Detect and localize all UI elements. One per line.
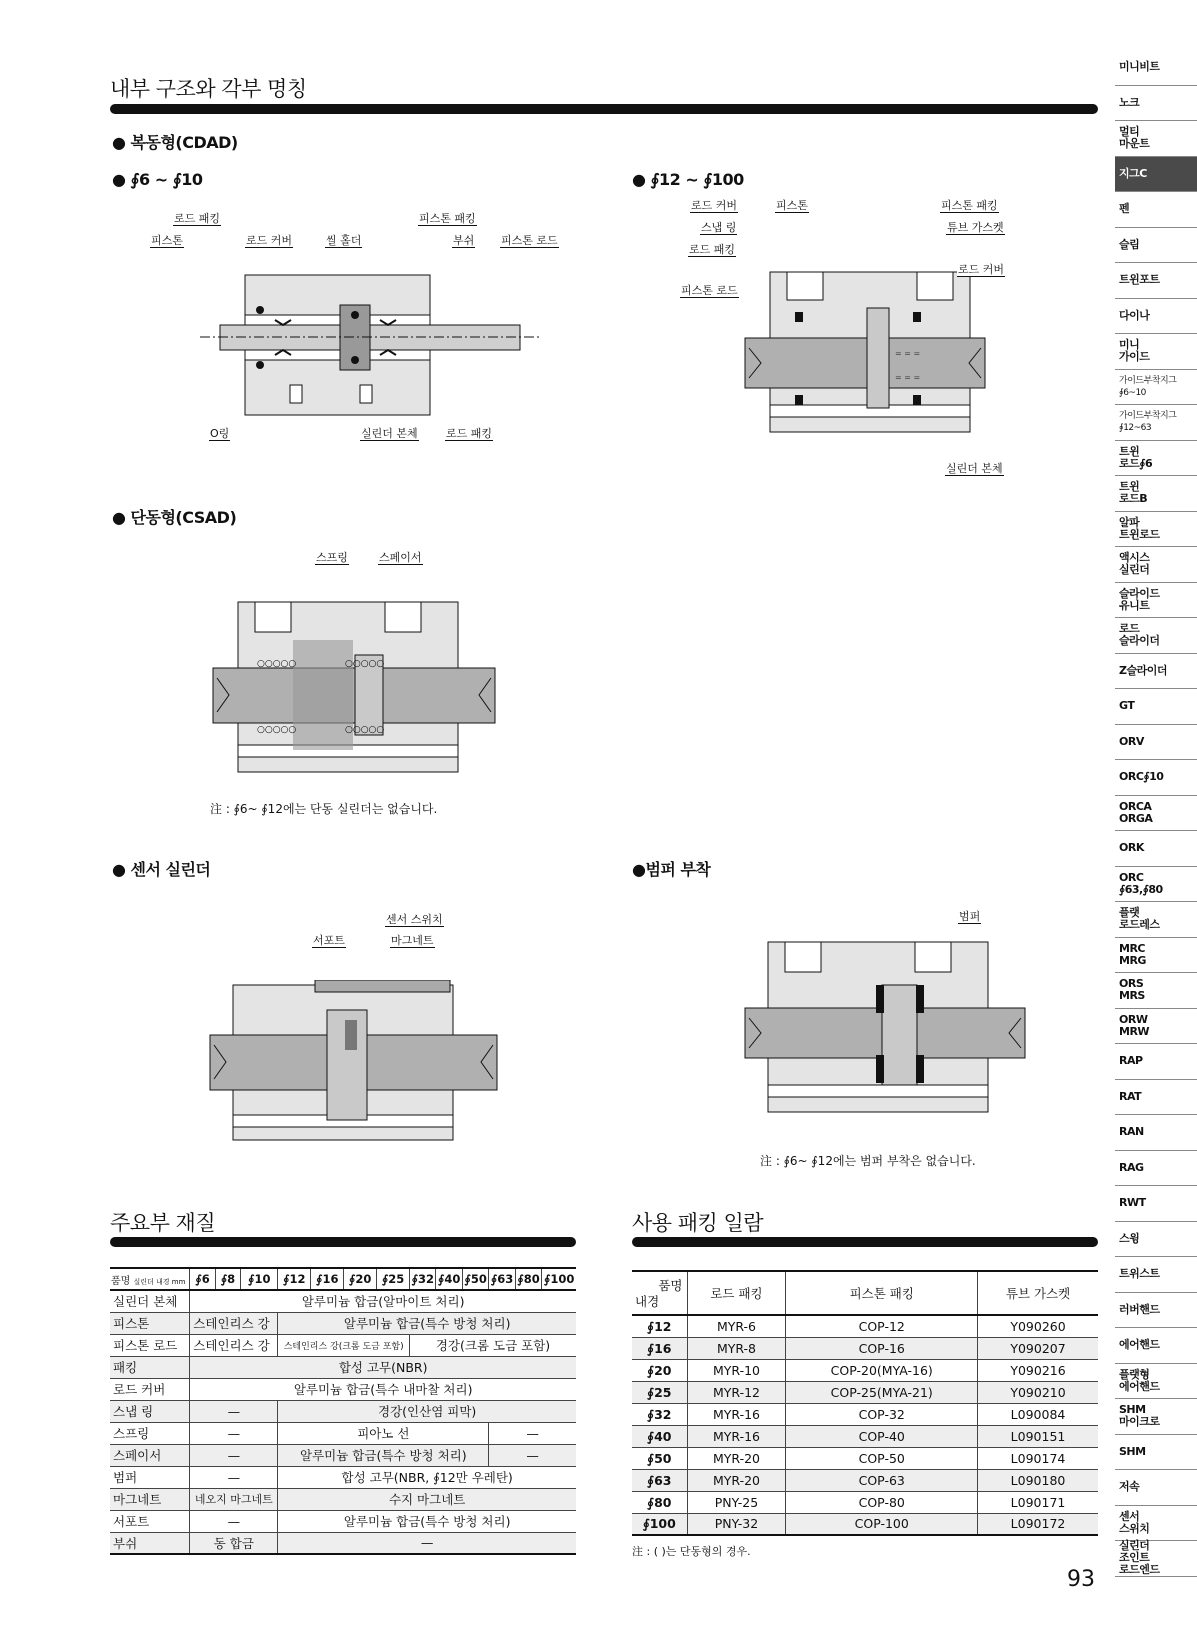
table-row: 피스톤 로드 스테인리스 강 스테인리스 강(크롬 도금 포함) 경강(크롬 도금 포함) bbox=[110, 1334, 576, 1356]
sidebar-item[interactable]: ORC ∮63,∮80 bbox=[1115, 867, 1197, 903]
table-row: 실린더 본체 알루미늄 합금(알마이트 처리) bbox=[110, 1290, 576, 1312]
sidebar-item[interactable]: 펜 bbox=[1115, 192, 1197, 228]
svg-text:○○○○○: ○○○○○ bbox=[345, 659, 385, 669]
bore-header: ∮100 bbox=[542, 1268, 576, 1290]
table-row: 서포트 — 알루미늄 합금(특수 방청 처리) bbox=[110, 1510, 576, 1532]
sidebar-item[interactable]: GT bbox=[1115, 689, 1197, 725]
label-bush: 부쉬 bbox=[453, 234, 475, 247]
sidebar-item[interactable]: ORK bbox=[1115, 831, 1197, 867]
bore-header: ∮40 bbox=[436, 1268, 462, 1290]
sidebar-item[interactable]: 가이드부착지그 ∮6~10 bbox=[1115, 370, 1197, 406]
page-number: 93 bbox=[1067, 1567, 1095, 1592]
single-acting-note: 注 : ∮6~ ∮12에는 단동 실린더는 없습니다. bbox=[210, 802, 438, 816]
bore-header: ∮16 bbox=[311, 1268, 344, 1290]
sidebar-item[interactable]: SHM 마이크로 bbox=[1115, 1399, 1197, 1435]
sidebar-item[interactable]: 미니 가이드 bbox=[1115, 334, 1197, 370]
svg-text:○○○○○: ○○○○○ bbox=[257, 659, 297, 669]
sidebar-item[interactable]: RAN bbox=[1115, 1115, 1197, 1151]
table-row: 스페이서 — 알루미늄 합금(특수 방청 처리) — bbox=[110, 1444, 576, 1466]
table-row: 패킹 합성 고무(NBR) bbox=[110, 1356, 576, 1378]
bore-header: ∮32 bbox=[410, 1268, 436, 1290]
sidebar-item[interactable]: ORC∮10 bbox=[1115, 760, 1197, 796]
label-piston-rod: 피스톤 로드 bbox=[681, 284, 738, 297]
bore-header: ∮63 bbox=[489, 1268, 515, 1290]
section-title: 내부 구조와 각부 명칭 bbox=[110, 77, 307, 101]
cylinder-diagram-small bbox=[200, 270, 540, 430]
label-rod-cover-2: 로드 커버 bbox=[958, 263, 1005, 276]
sidebar-item[interactable]: SHM bbox=[1115, 1435, 1197, 1471]
table-row: 부쉬 동 합금 — bbox=[110, 1532, 576, 1554]
sidebar-item[interactable]: 멀티 마운트 bbox=[1115, 121, 1197, 157]
sidebar-item[interactable]: 다이나 bbox=[1115, 299, 1197, 335]
bore-header: ∮8 bbox=[215, 1268, 240, 1290]
single-acting-heading: ● 단동형(CSAD) bbox=[112, 508, 237, 527]
label-snap-ring: 스냅 링 bbox=[701, 221, 737, 234]
sidebar-item[interactable]: 트윈포트 bbox=[1115, 263, 1197, 299]
sidebar-item[interactable]: MRC MRG bbox=[1115, 938, 1197, 974]
sidebar-item[interactable]: 슬림 bbox=[1115, 228, 1197, 264]
label-piston: 피스톤 bbox=[151, 234, 183, 247]
sidebar-item[interactable]: 로드 슬라이더 bbox=[1115, 618, 1197, 654]
table-row: ∮32 MYR-16 COP-32 L090084 bbox=[632, 1403, 1098, 1425]
product-sidebar bbox=[1115, 50, 1197, 1577]
sidebar-item[interactable]: 가이드부착지그 ∮12~63 bbox=[1115, 405, 1197, 441]
sidebar-item[interactable]: 러버핸드 bbox=[1115, 1293, 1197, 1329]
sidebar-item[interactable]: 스윙 bbox=[1115, 1222, 1197, 1258]
label-seal-holder: 씰 홀더 bbox=[326, 234, 362, 247]
sidebar-item[interactable]: 미니비트 bbox=[1115, 50, 1197, 86]
sidebar-item[interactable]: 슬라이드 유니트 bbox=[1115, 583, 1197, 619]
label-bumper: 범퍼 bbox=[959, 910, 981, 923]
bumper-note: 注 : ∮6~ ∮12에는 범퍼 부착은 없습니다. bbox=[760, 1154, 976, 1168]
label-cylinder-body: 실린더 본체 bbox=[946, 462, 1003, 475]
label-piston-rod: 피스톤 로드 bbox=[501, 234, 558, 247]
sidebar-item[interactable]: 플랫 로드레스 bbox=[1115, 902, 1197, 938]
column-header: 로드 패킹 bbox=[687, 1271, 786, 1315]
label-magnet: 마그네트 bbox=[391, 934, 434, 947]
table-row: 로드 커버 알루미늄 합금(특수 내마찰 처리) bbox=[110, 1378, 576, 1400]
materials-corner: 품명 실린더 내경 mm bbox=[110, 1268, 190, 1290]
sensor-cylinder-diagram bbox=[205, 980, 505, 1145]
table-row: ∮80 PNY-25 COP-80 L090171 bbox=[632, 1491, 1098, 1513]
range-large-heading: ● ∮12 ~ ∮100 bbox=[632, 170, 744, 189]
svg-text:= = =: = = = bbox=[895, 373, 921, 382]
table-row: ∮63 MYR-20 COP-63 L090180 bbox=[632, 1469, 1098, 1491]
packing-bar bbox=[632, 1237, 1098, 1247]
materials-bar bbox=[110, 1237, 576, 1247]
svg-text:= = =: = = = bbox=[895, 349, 921, 358]
materials-title: 주요부 재질 bbox=[110, 1211, 216, 1235]
label-spacer: 스페이서 bbox=[379, 551, 422, 564]
materials-table bbox=[110, 1267, 576, 1555]
label-rod-packing-2: 로드 패킹 bbox=[446, 427, 493, 440]
sidebar-item[interactable]: 지그C bbox=[1115, 157, 1197, 193]
table-row: 마그네트 네오지 마그네트 수지 마그네트 bbox=[110, 1488, 576, 1510]
table-row: ∮20 MYR-10 COP-20(MYA-16) Y090216 bbox=[632, 1359, 1098, 1381]
sidebar-item[interactable]: 트위스트 bbox=[1115, 1257, 1197, 1293]
bore-header: ∮12 bbox=[278, 1268, 311, 1290]
sidebar-item[interactable]: 센서 스위치 bbox=[1115, 1506, 1197, 1542]
sidebar-item[interactable]: 저속 bbox=[1115, 1470, 1197, 1506]
sidebar-item[interactable]: 트윈 로드∮6 bbox=[1115, 441, 1197, 477]
label-rod-packing: 로드 패킹 bbox=[689, 243, 736, 256]
sidebar-item[interactable]: 플랫형 에어핸드 bbox=[1115, 1364, 1197, 1400]
sidebar-item[interactable]: 액시스 실린더 bbox=[1115, 547, 1197, 583]
packing-title: 사용 패킹 일람 bbox=[632, 1211, 764, 1235]
label-rod-cover: 로드 커버 bbox=[691, 199, 738, 212]
table-row: 피스톤 스테인리스 강 알루미늄 합금(특수 방청 처리) bbox=[110, 1312, 576, 1334]
table-row: ∮16 MYR-8 COP-16 Y090207 bbox=[632, 1337, 1098, 1359]
packing-note: 注 : ( )는 단동형의 경우. bbox=[632, 1545, 751, 1558]
bumper-cylinder-diagram bbox=[740, 940, 1030, 1115]
sidebar-item[interactable]: ORCA ORGA bbox=[1115, 796, 1197, 832]
table-row: ∮100 PNY-32 COP-100 L090172 bbox=[632, 1513, 1098, 1535]
sidebar-item[interactable]: ORW MRW bbox=[1115, 1009, 1197, 1045]
label-rod-cover: 로드 커버 bbox=[246, 234, 293, 247]
svg-text:○○○○○: ○○○○○ bbox=[345, 725, 385, 735]
label-rod-packing: 로드 패킹 bbox=[174, 212, 221, 225]
bore-header: ∮20 bbox=[344, 1268, 377, 1290]
sidebar-item[interactable]: Z슬라이더 bbox=[1115, 654, 1197, 690]
label-support: 서포트 bbox=[313, 934, 345, 947]
sidebar-item[interactable]: RWT bbox=[1115, 1186, 1197, 1222]
packing-corner: 품명 내경 bbox=[632, 1271, 687, 1315]
sidebar-item[interactable]: ORV bbox=[1115, 725, 1197, 761]
column-header: 튜브 가스켓 bbox=[978, 1271, 1098, 1315]
bore-header: ∮80 bbox=[515, 1268, 541, 1290]
label-sensor-switch: 센서 스위치 bbox=[386, 913, 443, 926]
table-row: 스프링 — 피아노 선 — bbox=[110, 1422, 576, 1444]
bore-header: ∮25 bbox=[377, 1268, 410, 1290]
label-piston: 피스톤 bbox=[776, 199, 808, 212]
label-piston-packing: 피스톤 패킹 bbox=[419, 212, 476, 225]
title-bar bbox=[110, 104, 1098, 114]
sidebar-item[interactable]: RAG bbox=[1115, 1151, 1197, 1187]
table-row: 범퍼 — 합성 고무(NBR, ∮12만 우레탄) bbox=[110, 1466, 576, 1488]
label-tube-gasket: 튜브 가스켓 bbox=[947, 221, 1004, 234]
sidebar-item[interactable]: 에어핸드 bbox=[1115, 1328, 1197, 1364]
sensor-heading: ● 센서 실린더 bbox=[112, 860, 211, 879]
column-header: 피스톤 패킹 bbox=[786, 1271, 978, 1315]
range-small-heading: ● ∮6 ~ ∮10 bbox=[112, 170, 203, 189]
label-piston-packing: 피스톤 패킹 bbox=[941, 199, 998, 212]
svg-text:○○○○○: ○○○○○ bbox=[257, 725, 297, 735]
sidebar-item[interactable]: RAP bbox=[1115, 1044, 1197, 1080]
double-acting-heading: ● 복동형(CDAD) bbox=[112, 133, 238, 152]
sidebar-item[interactable]: RAT bbox=[1115, 1080, 1197, 1116]
table-row: ∮40 MYR-16 COP-40 L090151 bbox=[632, 1425, 1098, 1447]
label-o-ring: O링 bbox=[210, 427, 230, 440]
label-spring: 스프링 bbox=[316, 551, 348, 564]
label-cylinder-body: 실린더 본체 bbox=[361, 427, 418, 440]
table-row: ∮50 MYR-20 COP-50 L090174 bbox=[632, 1447, 1098, 1469]
bore-header: ∮50 bbox=[462, 1268, 488, 1290]
table-row: ∮25 MYR-12 COP-25(MYA-21) Y090210 bbox=[632, 1381, 1098, 1403]
packing-table bbox=[632, 1270, 1098, 1536]
sidebar-item[interactable]: 트윈 로드B bbox=[1115, 476, 1197, 512]
single-acting-diagram bbox=[205, 600, 505, 775]
bore-header: ∮6 bbox=[190, 1268, 215, 1290]
sidebar-item[interactable]: 실린더 조인트 로드엔드 bbox=[1115, 1541, 1197, 1577]
bore-header: ∮10 bbox=[241, 1268, 278, 1290]
sidebar-item[interactable]: ORS MRS bbox=[1115, 973, 1197, 1009]
table-row: 스냅 링 — 경강(인산염 피막) bbox=[110, 1400, 576, 1422]
table-row: ∮12 MYR-6 COP-12 Y090260 bbox=[632, 1315, 1098, 1337]
cylinder-diagram-large bbox=[735, 270, 995, 445]
sidebar-item[interactable]: 노크 bbox=[1115, 86, 1197, 122]
sidebar-item[interactable]: 알파 트윈로드 bbox=[1115, 512, 1197, 548]
bumper-heading: ●범퍼 부착 bbox=[632, 860, 711, 879]
